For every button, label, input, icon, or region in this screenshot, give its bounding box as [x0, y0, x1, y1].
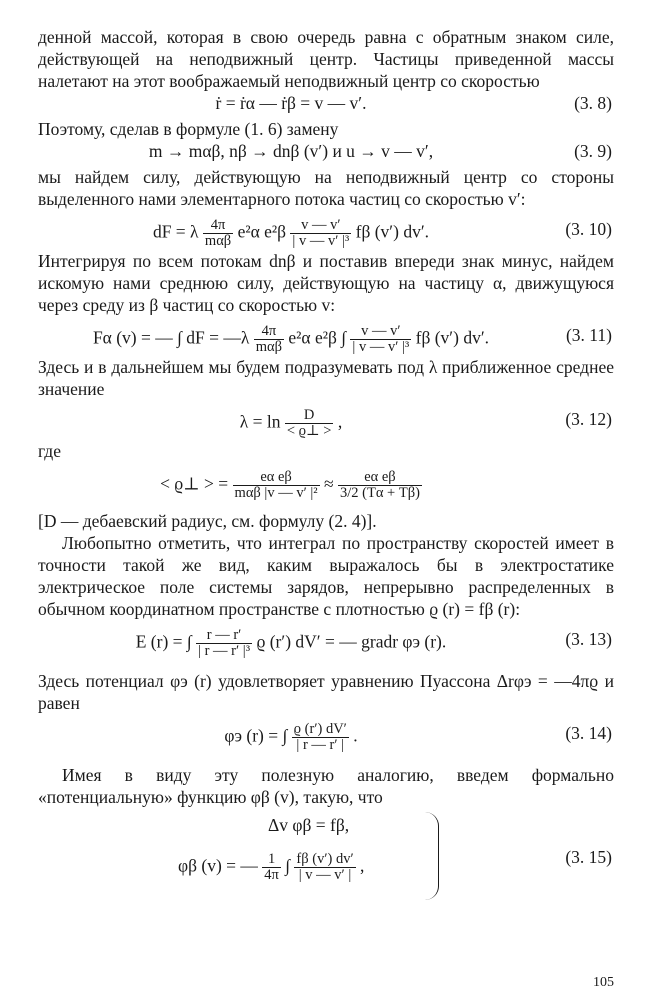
equation-part: dF = λ [152, 221, 199, 242]
paragraph: Поэтому, сделав в формуле (1. 6) замену [38, 119, 339, 139]
numerator: ϱ (r′) dV′ [293, 721, 347, 737]
fraction [254, 324, 284, 355]
paragraph: где [38, 441, 61, 461]
numerator: D [285, 408, 334, 424]
numerator: eα eβ [338, 470, 422, 486]
fraction [196, 628, 252, 659]
denominator: | v — v′ |³ [292, 233, 350, 249]
numerator: v — v′ [350, 324, 411, 340]
fraction [338, 470, 422, 501]
right-brace [424, 812, 439, 900]
equation-3-15 [38, 808, 614, 904]
denominator: mαβ |v — v′ |² [234, 485, 318, 501]
equation-body [38, 324, 544, 355]
equation-part: . [353, 725, 358, 746]
equation-part: λ = ln [239, 411, 281, 432]
denominator: | v — v′ |³ [352, 339, 410, 355]
equation-3-13 [38, 620, 614, 660]
numerator: 4π [203, 218, 233, 234]
equation-body [38, 408, 544, 439]
numerator: 1 [262, 852, 281, 868]
equation-part: Fα (v) = — ∫ dF = —λ [92, 327, 250, 348]
page-content [38, 26, 614, 904]
fraction [350, 324, 411, 355]
denominator: | r — r′ | [296, 737, 345, 753]
denominator: | r — r′ |³ [198, 643, 251, 659]
equation-number: (3. 15) [565, 847, 612, 867]
paragraph: Имея в виду эту полезную аналогию, введем формально «потенциальную» функцию φβ (v), такую, что [38, 765, 614, 807]
equation-3-9 [38, 140, 614, 166]
fraction [294, 852, 355, 883]
denominator: mαβ [255, 339, 283, 355]
numerator: r — r′ [196, 628, 252, 644]
equation-3-10 [38, 210, 614, 250]
equation-line: Δv φβ = fβ, [268, 815, 350, 835]
equation-body [38, 470, 544, 501]
equation-body: ṙ = ṙα — ṙβ = v — v′. [215, 93, 367, 113]
denominator: mαβ [204, 233, 232, 249]
equation-number: (3. 12) [565, 409, 612, 429]
equation-number: (3. 13) [565, 629, 612, 649]
spacer [38, 660, 614, 670]
equation-number: (3. 8) [574, 93, 612, 113]
equation-part: fβ (v′) dv′. [415, 327, 490, 348]
equation-line [178, 852, 364, 883]
page-number: 105 [593, 975, 614, 990]
equation-body [38, 628, 544, 659]
denominator: < ϱ⊥ > [286, 423, 332, 439]
equation-part: ϱ (r′) dV′ = — gradr φэ (r). [256, 631, 447, 652]
paragraph: Любопытно отметить, что интеграл по пространству скоростей имеет в точности такой же вид, каким выражалось бы в электростатике электрическое поле системы зарядов, непрерывно распределенных в обычном координатном пространстве с плотностью ϱ (r) = fβ (r): [38, 533, 614, 619]
paragraph: Интегрируя по всем потокам dnβ и поставив впереди знак минус, найдем искомую нами среднюю силу, действующую на частицу α, движущуюся через среду из β частиц со скоростью v: [38, 251, 614, 315]
equation-part: E (r) = ∫ [135, 631, 192, 652]
paragraph: денной массой, которая в свою очередь равна с обратным знаком силе, действующей на неподвижный центр. Частицы приведенной массы налетают на этот воображаемый неподвижный центр со скоростью [38, 27, 614, 91]
equation-3-8 [38, 92, 614, 118]
equation-3-14 [38, 714, 614, 754]
fraction [285, 408, 334, 439]
equation-part: , [337, 411, 343, 432]
equation-3-11 [38, 316, 614, 356]
numerator: v — v′ [290, 218, 351, 234]
equation-number: (3. 9) [574, 141, 612, 161]
equation-part: , [360, 855, 365, 876]
equation-body [38, 218, 544, 249]
equation-part: < ϱ⊥ > = [160, 473, 229, 494]
fraction [203, 218, 233, 249]
denominator: | v — v′ | [298, 867, 352, 883]
equation-part: ∫ [285, 855, 291, 876]
equation-number: (3. 10) [565, 219, 612, 239]
equation-part: fβ (v′) dv′. [355, 221, 430, 242]
fraction [290, 218, 351, 249]
equation-rho-perp [38, 462, 614, 510]
numerator: 4π [254, 324, 284, 340]
paragraph: мы найдем силу, действующую на неподвижный центр со стороны выделенного нами элементарного потока частиц со скоростью v′: [38, 167, 614, 209]
paragraph: [D — дебаевский радиус, см. формулу (2. 4)]. [38, 511, 377, 531]
equation-part: e²α e²β ∫ [288, 327, 347, 348]
paragraph: Здесь и в дальнейшем мы будем подразумевать под λ приближенное среднее значение [38, 357, 614, 399]
equation-part: φβ (v) = — [178, 855, 258, 876]
fraction [233, 470, 320, 501]
numerator: fβ (v′) dv′ [296, 851, 354, 867]
paragraph: Здесь потенциал φэ (r) удовлетворяет уравнению Пуассона Δrφэ = —4πϱ и равен [38, 671, 614, 713]
equation-part: φэ (r) = ∫ [224, 725, 288, 746]
spacer [38, 754, 614, 764]
fraction [292, 722, 349, 753]
numerator: eα eβ [233, 470, 320, 486]
equation-number: (3. 11) [565, 325, 612, 345]
denominator: 4π [264, 867, 279, 883]
denominator: 3/2 (Tα + Tβ) [339, 485, 420, 501]
equation-body: m → mαβ, nβ → dnβ (v′) и u → v — v′, [148, 141, 434, 161]
fraction [262, 852, 281, 883]
equation-part: ≈ [324, 473, 334, 494]
equation-body [38, 722, 544, 753]
equation-part: e²α e²β [237, 221, 287, 242]
equation-3-12 [38, 400, 614, 440]
equation-number: (3. 14) [565, 723, 612, 743]
